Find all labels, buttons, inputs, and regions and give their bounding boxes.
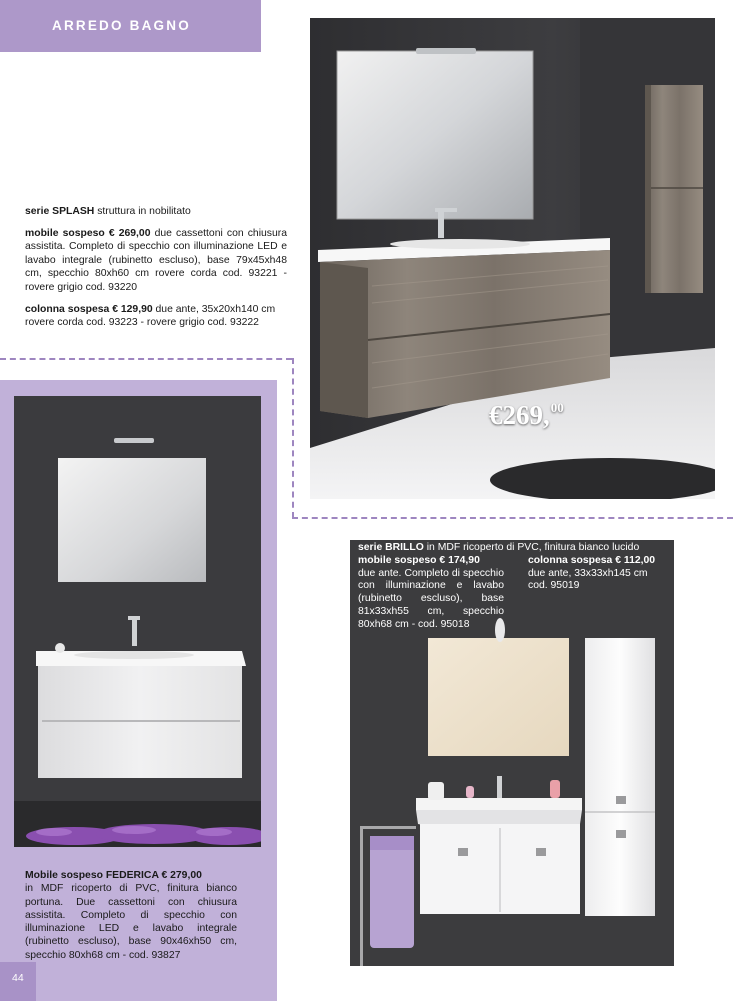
dotted-separator [292, 358, 294, 518]
federica-description [25, 869, 237, 962]
splash-description [25, 205, 287, 338]
splash-mobile-desc: due cassettoni con chiusura assistita. Completo di specchio con illuminazione LED e lavabo integrale (rubinetto escluso), base 79x45xh48 cm, specchio 80xh60 cm rovere corda cod. 93221 - rovere grigio cod. 93220 [25, 227, 287, 293]
page-number: 44 [12, 972, 24, 984]
price-cents: 00 [550, 400, 564, 415]
price-main: €269, [489, 400, 550, 430]
federica-desc: in MDF ricoperto di PVC, finitura bianco portuna. Due cassettoni con chiusura assistita. Completo di specchio con illuminazione LED e lavabo integrale (rubinetto escluso), base 90x46xh50 cm, specchio 80xh68 cm - cod. 93827 [25, 883, 237, 961]
splash-colonna-desc: due ante, 35x20xh140 cm rovere corda cod. 93223 - rovere grigio cod. 93222 [25, 303, 276, 329]
brillo-description [358, 542, 670, 645]
brillo-colonna-desc: due ante, 33x33xh145 cm cod. 95019 [528, 567, 648, 592]
page-number-tab [0, 962, 36, 1001]
splash-mobile-title: mobile sospeso € 269,00 [25, 227, 151, 239]
federica-title: Mobile sospeso FEDERICA € 279,00 [25, 870, 202, 881]
splash-colonna-title: colonna sospesa € 129,90 [25, 303, 153, 315]
section-title: ARREDO BAGNO [52, 18, 191, 33]
dotted-separator [0, 358, 292, 360]
splash-series-name: serie SPLASH [25, 206, 95, 217]
brillo-series-name: serie BRILLO [358, 542, 424, 553]
brillo-colonna-title: colonna sospesa € 112,00 [528, 554, 656, 566]
federica-product-photo [14, 396, 261, 847]
splash-price-tag [489, 400, 564, 431]
dotted-separator [292, 517, 733, 519]
brillo-mobile-title: mobile sospeso € 174,90 [358, 554, 480, 566]
splash-series-desc: struttura in nobilitato [94, 206, 191, 217]
brillo-mobile-desc: due ante. Completo di specchio con illuminazione e lavabo (rubinetto escluso), base 81x33xh55 cm, specchio 80xh68 cm - cod. 95018 [358, 567, 504, 630]
brillo-series-desc: in MDF ricoperto di PVC, finitura bianco lucido [423, 542, 640, 553]
